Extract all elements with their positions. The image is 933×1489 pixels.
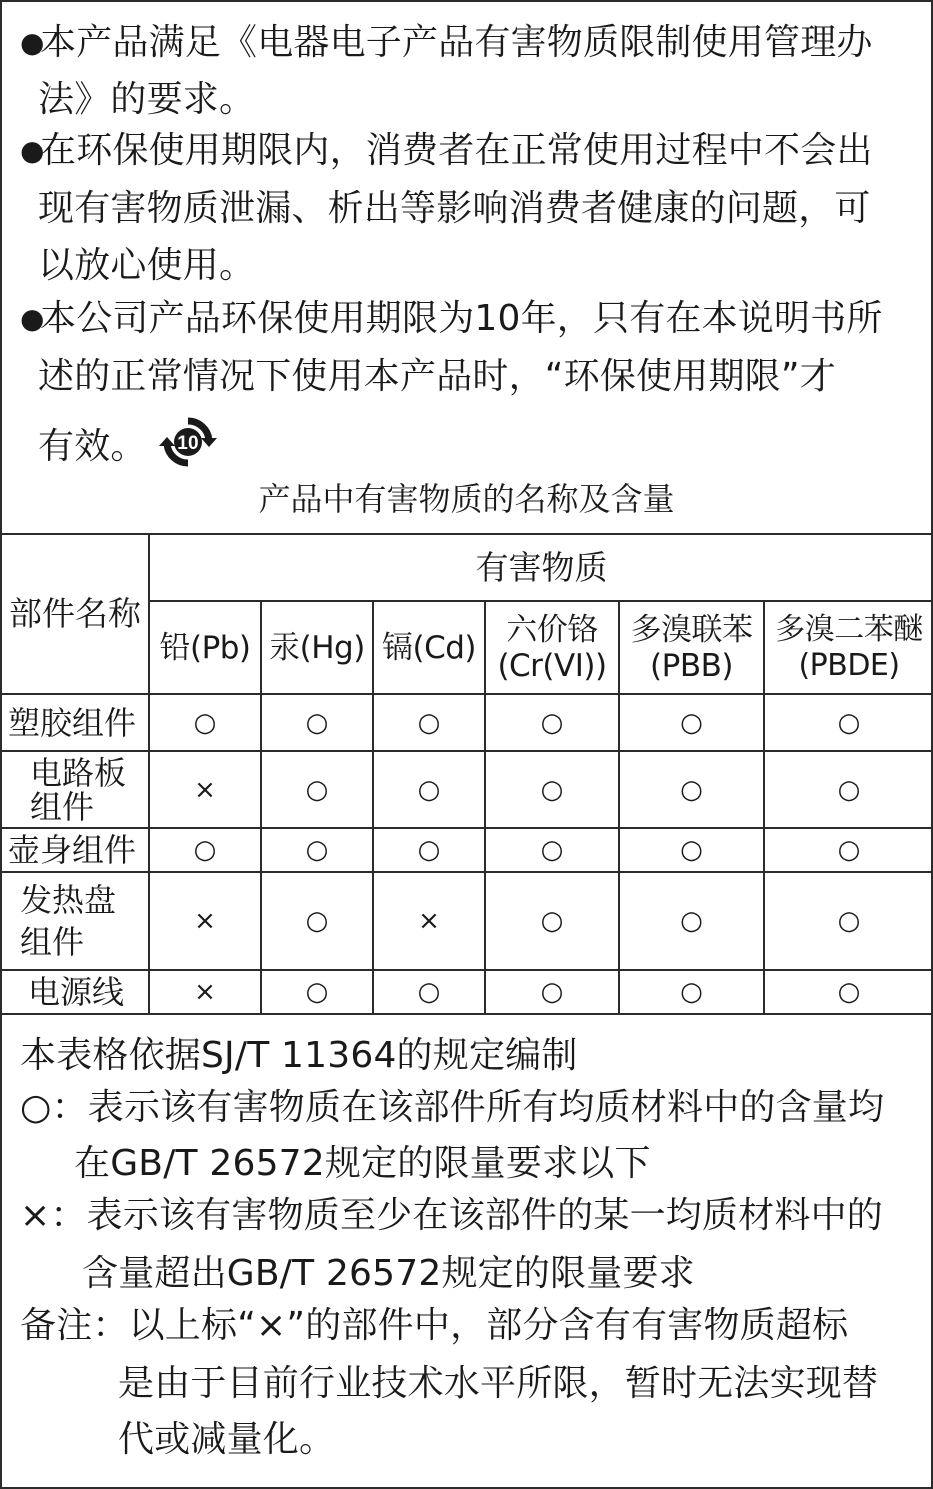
substance-hg: 汞(Hg) bbox=[261, 601, 373, 694]
note-cross-legend-cont: 含量超出GB/T 26572规定的限量要求 bbox=[82, 1253, 695, 1294]
hazard-table bbox=[0, 533, 933, 1015]
bullet-icon: ● bbox=[20, 134, 45, 167]
mark-cell: ○ bbox=[373, 694, 485, 751]
note-standard: 本表格依据SJ/T 11364的规定编制 bbox=[20, 1035, 578, 1076]
mark-cell: ○ bbox=[619, 872, 764, 970]
mark-cell: ○ bbox=[149, 694, 261, 751]
mark-cell: ○ bbox=[764, 828, 933, 872]
part-header: 部件名称 bbox=[1, 534, 149, 694]
table-row bbox=[1, 970, 933, 1014]
intro-line: ●在环保使用期限内，消费者在正常使用过程中不会出 bbox=[20, 130, 873, 171]
mark-cell: ○ bbox=[373, 751, 485, 828]
mark-cell: × bbox=[149, 970, 261, 1014]
intro-line: ●本公司产品环保使用期限为10年，只有在本说明书所 bbox=[20, 298, 883, 339]
table-row bbox=[1, 872, 933, 970]
mark-cell: × bbox=[373, 872, 485, 970]
notes-section bbox=[0, 1013, 933, 1489]
intro-section bbox=[0, 0, 933, 533]
mark-cell: ○ bbox=[261, 828, 373, 872]
intro-line: 以放心使用。 bbox=[38, 245, 256, 286]
mark-cell: ○ bbox=[485, 694, 619, 751]
mark-cell: ○ bbox=[261, 751, 373, 828]
bullet-icon: ● bbox=[20, 302, 45, 335]
mark-cell: ○ bbox=[764, 872, 933, 970]
substance-pbde: 多溴二苯醚 (PBDE) bbox=[764, 601, 933, 694]
mark-cell: ○ bbox=[764, 694, 933, 751]
note-circle-legend: ○：表示该有害物质在该部件所有均质材料中的含量均 bbox=[20, 1087, 885, 1128]
bullet-icon: ● bbox=[20, 26, 45, 59]
note-remark-cont: 代或减量化。 bbox=[118, 1419, 336, 1460]
mark-cell: ○ bbox=[485, 751, 619, 828]
part-name: 电路板 组件 bbox=[1, 751, 149, 828]
intro-line: 有效。 10 bbox=[38, 416, 219, 468]
substance-cr: 六价铬 (Cr(VI)) bbox=[485, 601, 619, 694]
mark-cell: ○ bbox=[261, 694, 373, 751]
note-circle-legend-cont: 在GB/T 26572规定的限量要求以下 bbox=[74, 1143, 651, 1184]
mark-cell: ○ bbox=[261, 872, 373, 970]
substance-cd: 镉(Cd) bbox=[373, 601, 485, 694]
table-row bbox=[1, 751, 933, 828]
mark-cell: ○ bbox=[764, 751, 933, 828]
note-remark-cont: 是由于目前行业技术水平所限，暂时无法实现替 bbox=[118, 1363, 879, 1404]
part-name: 壶身组件 bbox=[1, 828, 149, 872]
mark-cell: ○ bbox=[485, 970, 619, 1014]
substance-pb: 铅(Pb) bbox=[149, 601, 261, 694]
mark-cell: × bbox=[149, 872, 261, 970]
part-name: 发热盘 组件 bbox=[1, 872, 149, 970]
eco-period-number: 10 bbox=[176, 433, 199, 454]
note-cross-legend: ×：表示该有害物质至少在该部件的某一均质材料中的 bbox=[20, 1195, 883, 1236]
eco-period-logo-icon bbox=[157, 416, 219, 468]
intro-line: 述的正常情况下使用本产品时，“环保使用期限”才 bbox=[38, 356, 836, 397]
intro-line: ●本产品满足《电器电子产品有害物质限制使用管理办 bbox=[20, 22, 873, 63]
substance-pbb: 多溴联苯 (PBB) bbox=[619, 601, 764, 694]
mark-cell: × bbox=[149, 751, 261, 828]
mark-cell: ○ bbox=[373, 828, 485, 872]
mark-cell: ○ bbox=[619, 694, 764, 751]
mark-cell: ○ bbox=[619, 970, 764, 1014]
mark-cell: ○ bbox=[485, 872, 619, 970]
header-row bbox=[1, 534, 933, 601]
table-row bbox=[1, 694, 933, 751]
substance-header: 有害物质 bbox=[149, 534, 933, 601]
mark-cell: ○ bbox=[261, 970, 373, 1014]
part-name: 塑胶组件 bbox=[1, 694, 149, 751]
mark-cell: ○ bbox=[764, 970, 933, 1014]
table-title: 产品中有害物质的名称及含量 bbox=[258, 480, 675, 518]
mark-cell: ○ bbox=[619, 751, 764, 828]
part-name: 电源线 bbox=[1, 970, 149, 1014]
mark-cell: ○ bbox=[485, 828, 619, 872]
intro-line: 现有害物质泄漏、析出等影响消费者健康的问题，可 bbox=[38, 188, 871, 229]
mark-cell: ○ bbox=[149, 828, 261, 872]
note-remark: 备注：以上标“×”的部件中，部分含有有害物质超标 bbox=[20, 1305, 849, 1346]
mark-cell: ○ bbox=[373, 970, 485, 1014]
intro-line: 法》的要求。 bbox=[38, 79, 256, 120]
table-row bbox=[1, 828, 933, 872]
mark-cell: ○ bbox=[619, 828, 764, 872]
